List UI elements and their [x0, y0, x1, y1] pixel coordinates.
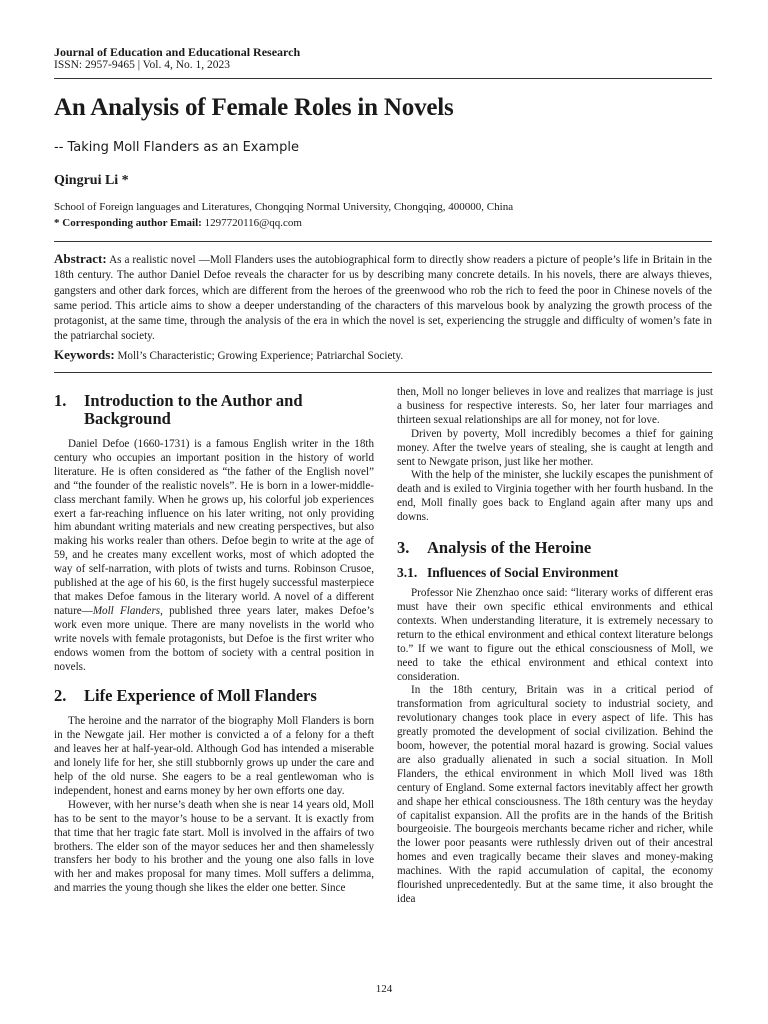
section-3-heading: [397, 539, 713, 557]
header-divider: [54, 78, 712, 79]
paragraph-text: , published three years later, makes Defoe’s work even more unique. There are many novelists in the world who write novels with female protagonists, but Defoe is the first writer who endows women from the bottom of society with a central position in novels.: [54, 604, 374, 673]
section-2-paragraph-1: The heroine and the narrator of the biography Moll Flanders is born in the Newgate jail. Her mother is convicted a of a felony for a theft and leaves her at half-year-old. Although God has intended a miserable and lonely life for her, she still stubbornly grows up under the care and help of the old nurse. She eagers to be a real gentlewoman who is independent, honest and earns money by her own efforts one day.: [54, 715, 374, 797]
abstract-label: Abstract:: [54, 251, 107, 266]
section-2-paragraph-2-continued: then, Moll no longer believes in love and realizes that marriage is just a business for respective interests. So, her later four marriages and thirteen sexual relationships are all for money, not for love.: [397, 386, 713, 426]
corresponding-label: * Corresponding author Email:: [54, 217, 202, 229]
section-1-paragraph: [54, 438, 374, 674]
subsection-3-1-number: 3.1.: [397, 565, 418, 581]
keywords-label: Keywords:: [54, 347, 115, 362]
subsection-3-1-title: Influences of Social Environment: [427, 565, 619, 581]
section-3-paragraph-2: In the 18th century, Britain was in a critical period of transformation from agricultural society to industrial society, and revolutionary changes took place in every aspect of life. This has greatly promoted the development of social civilization. Behind the boom, however, the potential moral hazard is growing. Social values are also gradually alienated in such a social situation. In Moll Flanders, the ethical environment in which Moll lived was 18th century of England. Some external factors inevitably affect her growth and shape her ethical consciousness. The 18th century was the heyday of capitalist expansion. All the profits are in the hands of the British bourgeoisie. The bourgeois merchants became richer and richer, while the lower poor peasants were ruthlessly driven out of their ancestral homes and even tragically became their slaves and money-making machines. With the rapid accumulation of capital, the economy flourished unprecedentedly. But at the same time, it also brought the idea: [397, 684, 713, 905]
section-3-paragraph-1: Professor Nie Zhenzhao once said: “literary works of different eras must have their own specific ethical environments and ethical contexts. When understanding literature, it is extremely necessary to return to the ethical environment and ethical context literature belongs to.” If we want to figure out the ethical consciousness of Moll, we need to take the ethical environment and ethical context into consideration.: [397, 587, 713, 683]
author-name: Qingrui Li *: [54, 173, 129, 188]
section-1-number: 1.: [54, 391, 67, 410]
section-2-heading: [54, 687, 374, 705]
abstract-text: As a realistic novel —Moll Flanders uses the autobiographical form to directly show readers a picture of people’s life in Britain in the 18th century. The author Daniel Defoe reveals the character for us by describing many concrete details. In his novels, there are always thieves, gangsters and other dark forces, which are different from the heroes of the greenwood who rob the rich to feed the poor in Chinese novels of the same period. This article aims to show a deeper understanding of the characters of this marvelous book by analyzing the growth process of the protagonist, at the same time, through the analysis of the era in which the novel is set, experiencing the struggle and difficulty of women’s fate in the patriarchal society.: [54, 254, 712, 343]
section-1-heading: [54, 392, 374, 428]
abstract-top-divider: [54, 241, 712, 242]
journal-name: Journal of Education and Educational Research: [54, 45, 301, 59]
section-2-number: 2.: [54, 686, 67, 706]
abstract-bottom-divider: [54, 372, 712, 373]
author-affiliation: School of Foreign languages and Literatures, Chongqing Normal University, Chongqing, 400000, China: [54, 201, 514, 213]
left-column: [54, 392, 374, 896]
section-2-title: Life Experience of Moll Flanders: [84, 686, 317, 706]
abstract: [54, 251, 712, 345]
issn-volume-line: ISSN: 2957-9465 | Vol. 4, No. 1, 2023: [54, 59, 230, 71]
section-2-paragraph-3: Driven by poverty, Moll incredibly becomes a thief for gaining money. After the twelve years of stealing, she is caught at length and sent to Newgate prison, just like her mother.: [397, 427, 713, 468]
corresponding-author: [54, 217, 302, 229]
section-2-paragraph-2: However, with her nurse’s death when she is near 14 years old, Moll has to be sent to the mayor’s house to be a servant. It is exactly from that time that her tragic fate start. Moll is involved in the affairs of two brothers. The elder son of the mayor seduces her and then shamelessly transfers her body to his brother and the young one also falls in love with her and makes proposal for many times. Moll suffers a delimma, and marries the young though she likes the elder one better. Since: [54, 798, 374, 895]
right-column: [397, 386, 713, 907]
keywords-text: Moll’s Characteristic; Growing Experience; Patriarchal Society.: [117, 350, 404, 362]
paragraph-text: Daniel Defoe (1660-1731) is a famous English writer in the 18th century who occupies an important position in the history of world literature. He is often considered as “the father of the English novel” and “the founder of the realistic novels”. He is born in a lower-middle-class merchant family. When he grows up, his colorful job experiences exert a far-reaching influence on his later writing, not only providing him abundant writing materials and new creating perspectives, but also making his works realer than others. Defoe begin to write at the age of 59, and he creates many excellent works, most of which adopted the way of self-narration, with plots of twists and turns. Robinson Crusoe, published at the age of his 60, is the first hugely successful masterpiece that makes Defoe famous in the literary world. A novel of a different nature—: [54, 438, 374, 617]
article-subtitle: -- Taking Moll Flanders as an Example: [54, 140, 299, 155]
section-3-number: 3.: [397, 538, 410, 558]
section-2-paragraph-4: With the help of the minister, she luckily escapes the punishment of death and is exiled to Virginia together with her fourth husband. In the end, Moll finally goes back to England again after many ups and downs.: [397, 469, 713, 524]
italic-book-title: Moll Flanders: [92, 604, 161, 617]
section-1-title: Introduction to the Author and Background: [84, 391, 303, 428]
section-3-title: Analysis of the Heroine: [427, 538, 592, 558]
keywords: [54, 347, 712, 363]
page-number: 124: [375, 983, 393, 995]
corresponding-email: 1297720116@qq.com: [204, 217, 302, 229]
article-title: An Analysis of Female Roles in Novels: [54, 94, 454, 121]
subsection-3-1-heading: [397, 565, 713, 581]
